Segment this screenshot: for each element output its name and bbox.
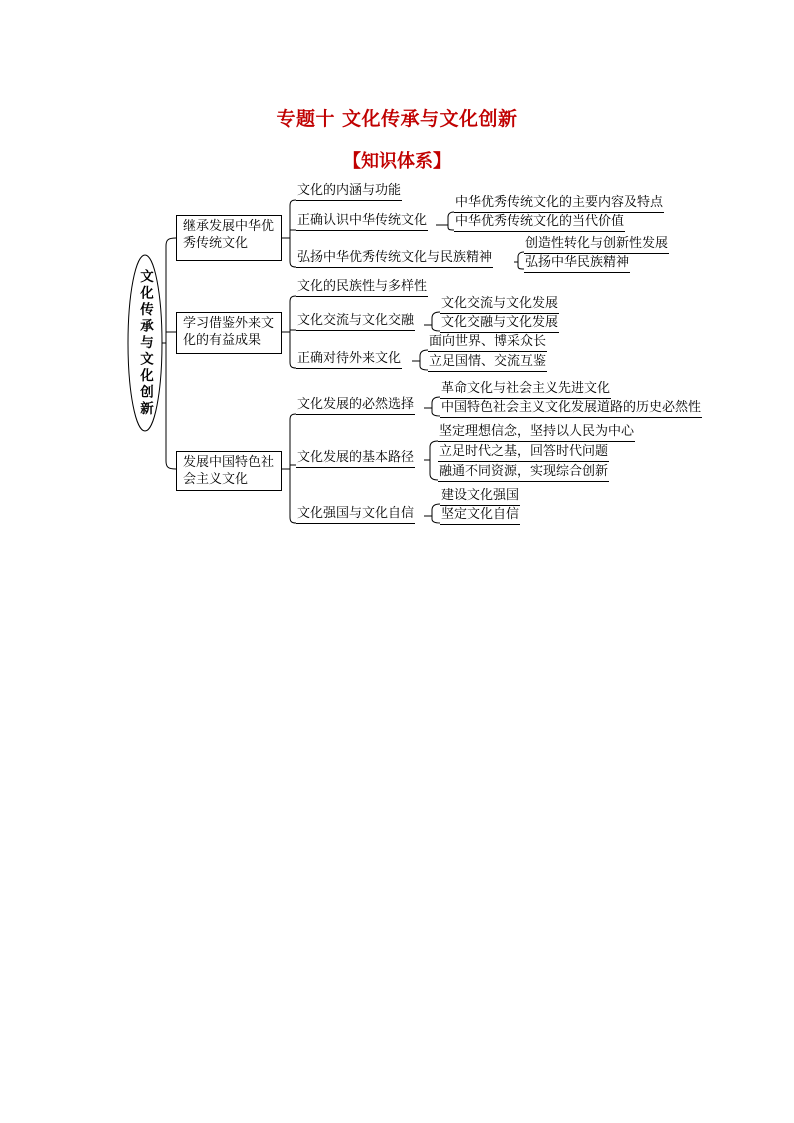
node-label: 文化发展的基本路径 (296, 450, 415, 468)
node-label: 弘扬中华民族精神 (524, 255, 630, 273)
node-label: 文化交融与文化发展 (440, 315, 559, 333)
root-node (128, 255, 162, 431)
node-label: 文化交流与文化交融 (296, 313, 415, 331)
node-label: 坚定理想信念，坚持以人民为中心 (438, 424, 635, 442)
page-title: 专题十 文化传承与文化创新 (276, 108, 518, 130)
section-heading: 【知识体系】 (343, 151, 451, 172)
node-label: 正确认识中华传统文化 (296, 213, 428, 231)
node-label: 创造性转化与创新性发展 (524, 236, 669, 254)
node-label: 建设文化强国 (440, 488, 520, 506)
node-label: 坚定文化自信 (440, 507, 520, 525)
node-label: 文化的内涵与功能 (296, 183, 402, 201)
branch-label: 发展中国特色社会主义文化 (183, 455, 275, 487)
node-label: 正确对待外来文化 (296, 351, 402, 369)
node-label: 革命文化与社会主义先进文化 (440, 381, 611, 399)
node-label: 立足时代之基，回答时代问题 (438, 444, 609, 462)
node-label: 弘扬中华优秀传统文化与民族精神 (296, 250, 493, 268)
node-label: 中华优秀传统文化的当代价值 (454, 214, 625, 232)
node-label: 文化发展的必然选择 (296, 397, 415, 415)
branch-label: 学习借鉴外来文化的有益成果 (183, 316, 275, 348)
node-label: 面向世界、博采众长 (428, 334, 547, 352)
node-label: 融通不同资源，实现综合创新 (438, 464, 609, 482)
branch-label: 继承发展中华优秀传统文化 (183, 219, 275, 251)
node-label: 文化的民族性与多样性 (296, 279, 428, 297)
node-label: 文化交流与文化发展 (440, 296, 559, 314)
node-label: 文化强国与文化自信 (296, 506, 415, 524)
branch-box-1 (176, 215, 282, 261)
node-label: 立足国情、交流互鉴 (428, 354, 547, 372)
branch-box-2 (176, 312, 282, 354)
branch-box-3 (176, 451, 282, 491)
node-label: 中华优秀传统文化的主要内容及特点 (454, 195, 664, 213)
node-label: 中国特色社会主义文化发展道路的历史必然性 (440, 400, 702, 418)
root-label: 文化传承与文化创新 (137, 268, 153, 418)
